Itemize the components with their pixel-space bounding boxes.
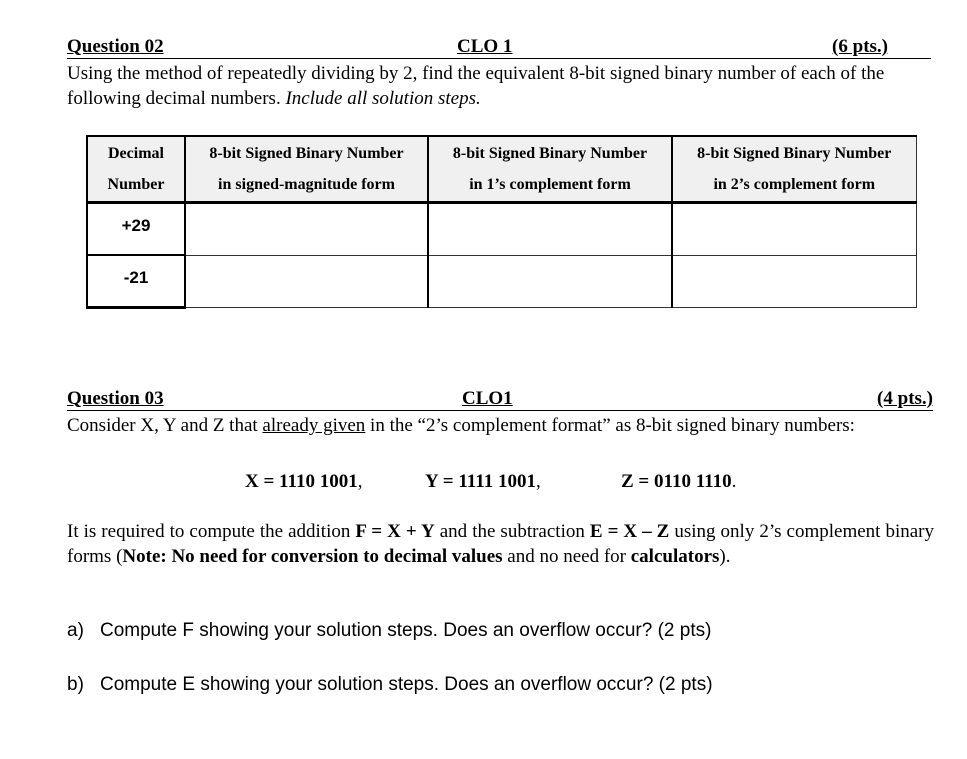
signed-magnitude-answer-cell[interactable] xyxy=(185,255,428,308)
question-02-points: (6 pts.) xyxy=(832,36,888,57)
ones-complement-answer-cell[interactable] xyxy=(428,203,672,256)
note-text: Note: No need for conversion to decimal values xyxy=(122,546,503,567)
question-02-text xyxy=(67,61,907,111)
question-02-instructions: Using the method of repeatedly dividing by 2, find the equivalent 8-bit signed binary number of each of the following decimal numbers. xyxy=(67,63,885,109)
table-header-row xyxy=(87,136,916,203)
question-02-instructions-italic: Include all solution steps. xyxy=(285,88,481,109)
question-02-title: Question 02 xyxy=(67,36,164,57)
z-equation: Z = 0110 1110. xyxy=(621,471,737,492)
part-a: a) Compute F showing your solution steps. Does an overflow occur? (2 pts) xyxy=(67,620,712,641)
decimal-cell: +29 xyxy=(87,203,185,256)
question-03-header xyxy=(67,388,933,411)
header-decimal-number: Decimal Number xyxy=(87,136,185,203)
x-equation: X = 1110 1001, xyxy=(245,471,363,492)
question-02-header xyxy=(67,36,931,59)
question-03-clo: CLO1 xyxy=(462,388,513,409)
question-03-requirement: It is required to compute the addition F = X + Y and the subtraction E = X – Z using only 2’s complement binary forms (Note: No need for conversion to decimal values and no need for calculators). xyxy=(67,521,934,567)
decimal-cell: -21 xyxy=(87,255,185,308)
header-ones-complement: 8-bit Signed Binary Number in 1’s complement form xyxy=(428,136,672,203)
twos-complement-answer-cell[interactable] xyxy=(672,255,916,308)
answer-table xyxy=(86,135,917,309)
header-twos-complement: 8-bit Signed Binary Number in 2’s complement form xyxy=(672,136,916,203)
header-signed-magnitude: 8-bit Signed Binary Number in signed-magnitude form xyxy=(185,136,428,203)
question-03-title: Question 03 xyxy=(67,388,164,409)
question-02-clo: CLO 1 xyxy=(457,36,513,57)
question-03-points: (4 pts.) xyxy=(877,388,933,409)
already-given-underlined: already given xyxy=(262,415,366,436)
y-equation: Y = 1111 1001, xyxy=(425,471,541,492)
signed-magnitude-answer-cell[interactable] xyxy=(185,203,428,256)
ones-complement-answer-cell[interactable] xyxy=(428,255,672,308)
table-row xyxy=(87,203,916,256)
part-b: b) Compute E showing your solution steps. Does an overflow occur? (2 pts) xyxy=(67,674,713,695)
question-03-intro: Consider X, Y and Z that already given in the “2’s complement format” as 8-bit signed binary numbers: xyxy=(67,415,855,436)
twos-complement-answer-cell[interactable] xyxy=(672,203,916,256)
table-row xyxy=(87,255,916,308)
